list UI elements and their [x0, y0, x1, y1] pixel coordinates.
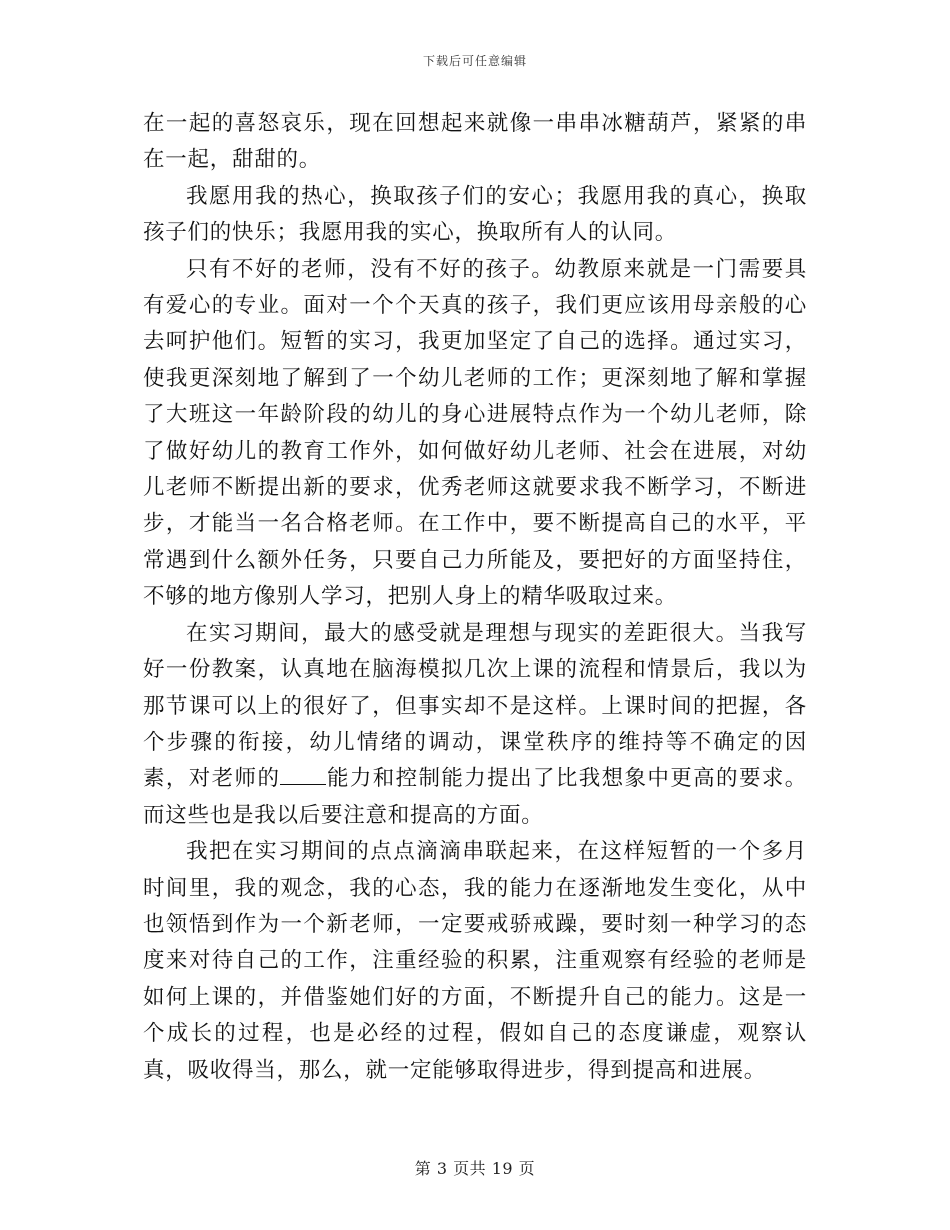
paragraph — [143, 616, 807, 834]
page-header: 下载后可任意编辑 — [422, 54, 527, 68]
paragraph: 我愿用我的热心，换取孩子们的安心；我愿用我的真心，换取孩子们的快乐；我愿用我的实心，换取所有人的认同。 — [143, 183, 807, 246]
paragraph-continuation: 在一起的喜怒哀乐，现在回想起来就像一串串冰糖葫芦，紧紧的串在一起，甜甜的。 — [143, 111, 807, 173]
document-body — [143, 106, 807, 1089]
paragraph: 只有不好的老师，没有不好的孩子。幼教原来就是一门需要具有爱心的专业。面对一个个天真的孩子，我们更应该用母亲般的心去呵护他们。短暂的实习，我更加坚定了自己的选择。通过实习，使我更深刻地了解到了一个幼儿老师的工作；更深刻地了解和掌握了大班这一年龄阶段的幼儿的身心进展特点作为一个幼儿老师，除了做好幼儿的教育工作外，如何做好幼儿老师、社会在进展，对幼儿老师不断提出新的要求，优秀老师这就要求我不断学习，不断进步，才能当一名合格老师。在工作中，要不断提高自己的水平，平常遇到什么额外任务，只要自己力所能及，要把好的方面坚持住，不够的地方像别人学习，把别人身上的精华吸取过来。 — [143, 256, 807, 610]
fill-in-blank — [280, 764, 326, 785]
paragraph: 我把在实习期间的点点滴滴串联起来，在这样短暂的一个多月时间里，我的观念，我的心态，我的能力在逐渐地发生变化，从中也领悟到作为一个新老师，一定要戒骄戒躁，要时刻一种学习的态度来对待自己的工作，注重经验的积累，注重观察有经验的老师是如何上课的，并借鉴她们好的方面，不断提升自己的能力。这是一个成长的过程，也是必经的过程，假如自己的态度谦虚，观察认真，吸收得当，那么，就一定能够取得进步，得到提高和进展。 — [143, 839, 807, 1083]
paragraph-text: 在实习期间，最大的感受就是理想与现实的差距很大。当我写好一份教案，认真地在脑海模拟几次上课的流程和情景后，我以为那节课可以上的很好了，但事实却不是这样。上课时间的把握，各个步骤的衔接，幼儿情绪的调动，课堂秩序的维持等不确定的因素，对老师的 — [143, 620, 807, 792]
page-number: 第 3 页共 19 页 — [414, 1159, 536, 1178]
paragraph-text: 能力和控制能力提出了比我想象中更高的要求。而这些也是我以后要注意和提高的方面。 — [143, 766, 807, 828]
